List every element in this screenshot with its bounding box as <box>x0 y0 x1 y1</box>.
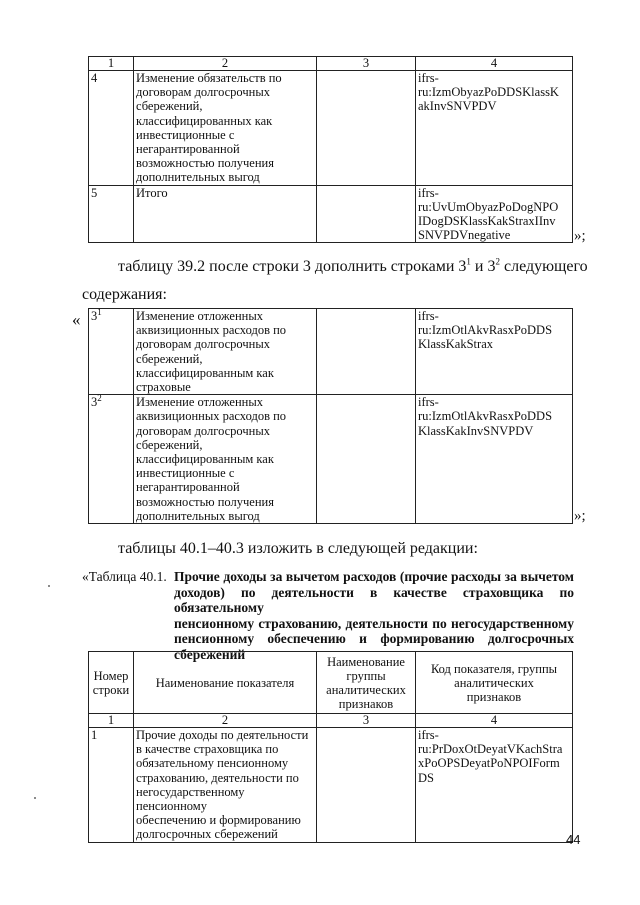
text-line: сбережений, <box>136 351 203 366</box>
row-number-base: 3 <box>91 395 98 410</box>
indicator-code <box>416 309 573 395</box>
header-line: признаков <box>466 689 522 704</box>
col-number: 1 <box>89 714 134 728</box>
text-line: возможностью получения <box>136 156 274 171</box>
text-line: сбережений, <box>136 437 203 452</box>
text-line: возможностью получения <box>136 494 274 509</box>
text-line: Итого <box>136 185 168 200</box>
header-line: признаков <box>338 696 394 711</box>
code-line: xPoOPSDeyatPoNPOIForm <box>418 756 560 771</box>
table-40-1 <box>88 651 573 843</box>
table-row <box>89 395 573 524</box>
text-line: долгосрочных сбережений <box>136 827 278 842</box>
col-number: 1 <box>89 57 134 71</box>
text-line: негарантированной <box>136 480 240 495</box>
header-line: группы <box>346 668 386 683</box>
caption-line: пенсионному страхованию, деятельности по негосударственному <box>174 615 574 631</box>
code-line: IDogDSKlassKakStraxIInv <box>418 214 556 229</box>
text-line: классифицированным как <box>136 365 274 380</box>
paragraph-new-edition: таблицы 40.1–40.3 изложить в следующей редакции: <box>118 540 478 557</box>
header-line: Код показателя, группы <box>430 661 558 676</box>
text-line: классифицированных как <box>136 113 273 128</box>
caption-line: сбережений <box>174 646 246 662</box>
superscript: 1 <box>97 306 102 317</box>
indicator-name <box>134 185 317 243</box>
text-line: классифицированным как <box>136 452 274 467</box>
row-number: 1 <box>89 728 134 843</box>
header-line: Наименование показателя <box>155 675 295 690</box>
code-line: ru:PrDoxOtDeyatVKachStra <box>418 742 563 757</box>
table-row <box>89 309 573 395</box>
code-line: SNVPDVnegative <box>418 228 511 243</box>
text-line: обязательному пенсионному <box>136 756 289 771</box>
group-name <box>317 309 416 395</box>
superscript: 1 <box>466 256 471 267</box>
indicator-name <box>134 728 317 843</box>
code-line: ifrs- <box>418 185 439 200</box>
header-line: Наименование <box>327 654 405 669</box>
text-line: страховые <box>136 380 191 395</box>
group-name <box>317 185 416 243</box>
text-line: инвестиционные с <box>136 466 235 481</box>
column-header-code <box>416 652 573 714</box>
caption-line: Прочие доходы за вычетом расходов (прочие расходы за вычетом <box>174 569 574 584</box>
text-line: Изменение отложенных <box>136 309 263 323</box>
table-caption-prefix: «Таблица 40.1. <box>82 569 167 584</box>
code-line: ifrs- <box>418 309 439 323</box>
col-number: 3 <box>317 57 416 71</box>
text-line: негарантированной <box>136 142 240 157</box>
caption-line: пенсионному обеспечению и формированию долгосрочных <box>174 631 574 646</box>
indicator-code <box>416 185 573 243</box>
text-line: инвестиционные с <box>136 127 235 142</box>
code-line: ifrs- <box>418 71 439 85</box>
table-header-row <box>89 714 573 728</box>
closing-quote: »; <box>574 508 586 524</box>
paragraph-text: и 3 <box>470 258 496 275</box>
text-line: в качестве страховщика по <box>136 742 279 757</box>
scan-speck <box>34 797 36 799</box>
indicator-code <box>416 728 573 843</box>
table-added-rows <box>88 308 573 524</box>
row-number <box>89 306 134 395</box>
code-line: ifrs- <box>418 728 439 742</box>
header-line: аналитических <box>326 682 406 697</box>
table-header-row <box>89 57 573 71</box>
code-line: KlassKakInvSNVPDV <box>418 423 534 438</box>
caption-line: доходов) по деятельности в качестве страховщика по обязательному <box>174 584 574 615</box>
scan-speck <box>48 585 50 587</box>
text-line: негосударственному пенсионному <box>136 784 245 814</box>
row-number: 4 <box>89 71 134 186</box>
text-line: дополнительных выгод <box>136 170 260 185</box>
column-header-number <box>89 652 134 714</box>
indicator-name <box>134 309 317 395</box>
column-header-name <box>134 652 317 714</box>
text-line: договорам долгосрочных <box>136 423 270 438</box>
table-continuation <box>88 56 573 243</box>
column-header-row <box>89 652 573 714</box>
paragraph-line: содержания: <box>82 286 167 303</box>
indicator-code <box>416 71 573 186</box>
indicator-name <box>134 395 317 524</box>
text-line: обеспечению и формированию <box>136 813 301 828</box>
closing-quote: »; <box>574 228 586 244</box>
row-number-base: 3 <box>91 309 98 323</box>
table-row <box>89 71 573 186</box>
superscript: 2 <box>97 393 102 404</box>
col-number: 4 <box>416 714 573 728</box>
code-line: akInvSNVPDV <box>418 99 497 114</box>
code-line: KlassKakStrax <box>418 337 493 352</box>
indicator-code <box>416 395 573 524</box>
group-name <box>317 728 416 843</box>
table-caption-title <box>174 569 574 662</box>
column-header-group <box>317 652 416 714</box>
paragraph-text: таблицу 39.2 после строки 3 дополнить строками 3 <box>118 258 467 275</box>
opening-quote: « <box>72 310 81 329</box>
text-line: аквизиционных расходов по <box>136 323 287 338</box>
header-line: аналитических <box>454 675 534 690</box>
code-line: DS <box>418 770 434 785</box>
header-line: Номер <box>93 668 129 683</box>
group-name <box>317 395 416 524</box>
indicator-name <box>134 71 317 186</box>
text-line: договорам долгосрочных <box>136 85 270 100</box>
text-line: Изменение обязательств по <box>136 71 282 85</box>
paragraph-text: следующего <box>499 258 588 275</box>
text-line: сбережений, <box>136 99 203 114</box>
text-line: Прочие доходы по деятельности <box>136 728 309 742</box>
code-line: ru:UvUmObyazPoDogNPO <box>418 199 559 214</box>
table-row <box>89 728 573 843</box>
col-number: 3 <box>317 714 416 728</box>
header-line: строки <box>92 682 130 697</box>
superscript: 2 <box>495 256 500 267</box>
row-number: 5 <box>89 185 134 243</box>
text-line: аквизиционных расходов по <box>136 409 287 424</box>
text-line: договорам долгосрочных <box>136 337 270 352</box>
text-line: дополнительных выгод <box>136 508 260 523</box>
group-name <box>317 71 416 186</box>
col-number: 4 <box>416 57 573 71</box>
row-number <box>89 395 134 524</box>
paragraph-add-rows <box>118 258 588 276</box>
table-row <box>89 185 573 243</box>
code-line: ru:IzmOtlAkvRasxPoDDS <box>418 323 553 338</box>
text-line: Изменение отложенных <box>136 395 263 410</box>
text-line: страхованию, деятельности по <box>136 770 299 785</box>
code-line: ifrs- <box>418 395 439 410</box>
page-number: 44 <box>566 832 581 847</box>
code-line: ru:IzmOtlAkvRasxPoDDS <box>418 409 553 424</box>
col-number: 2 <box>134 714 317 728</box>
code-line: ru:IzmObyazPoDDSKlassK <box>418 85 559 100</box>
col-number: 2 <box>134 57 317 71</box>
